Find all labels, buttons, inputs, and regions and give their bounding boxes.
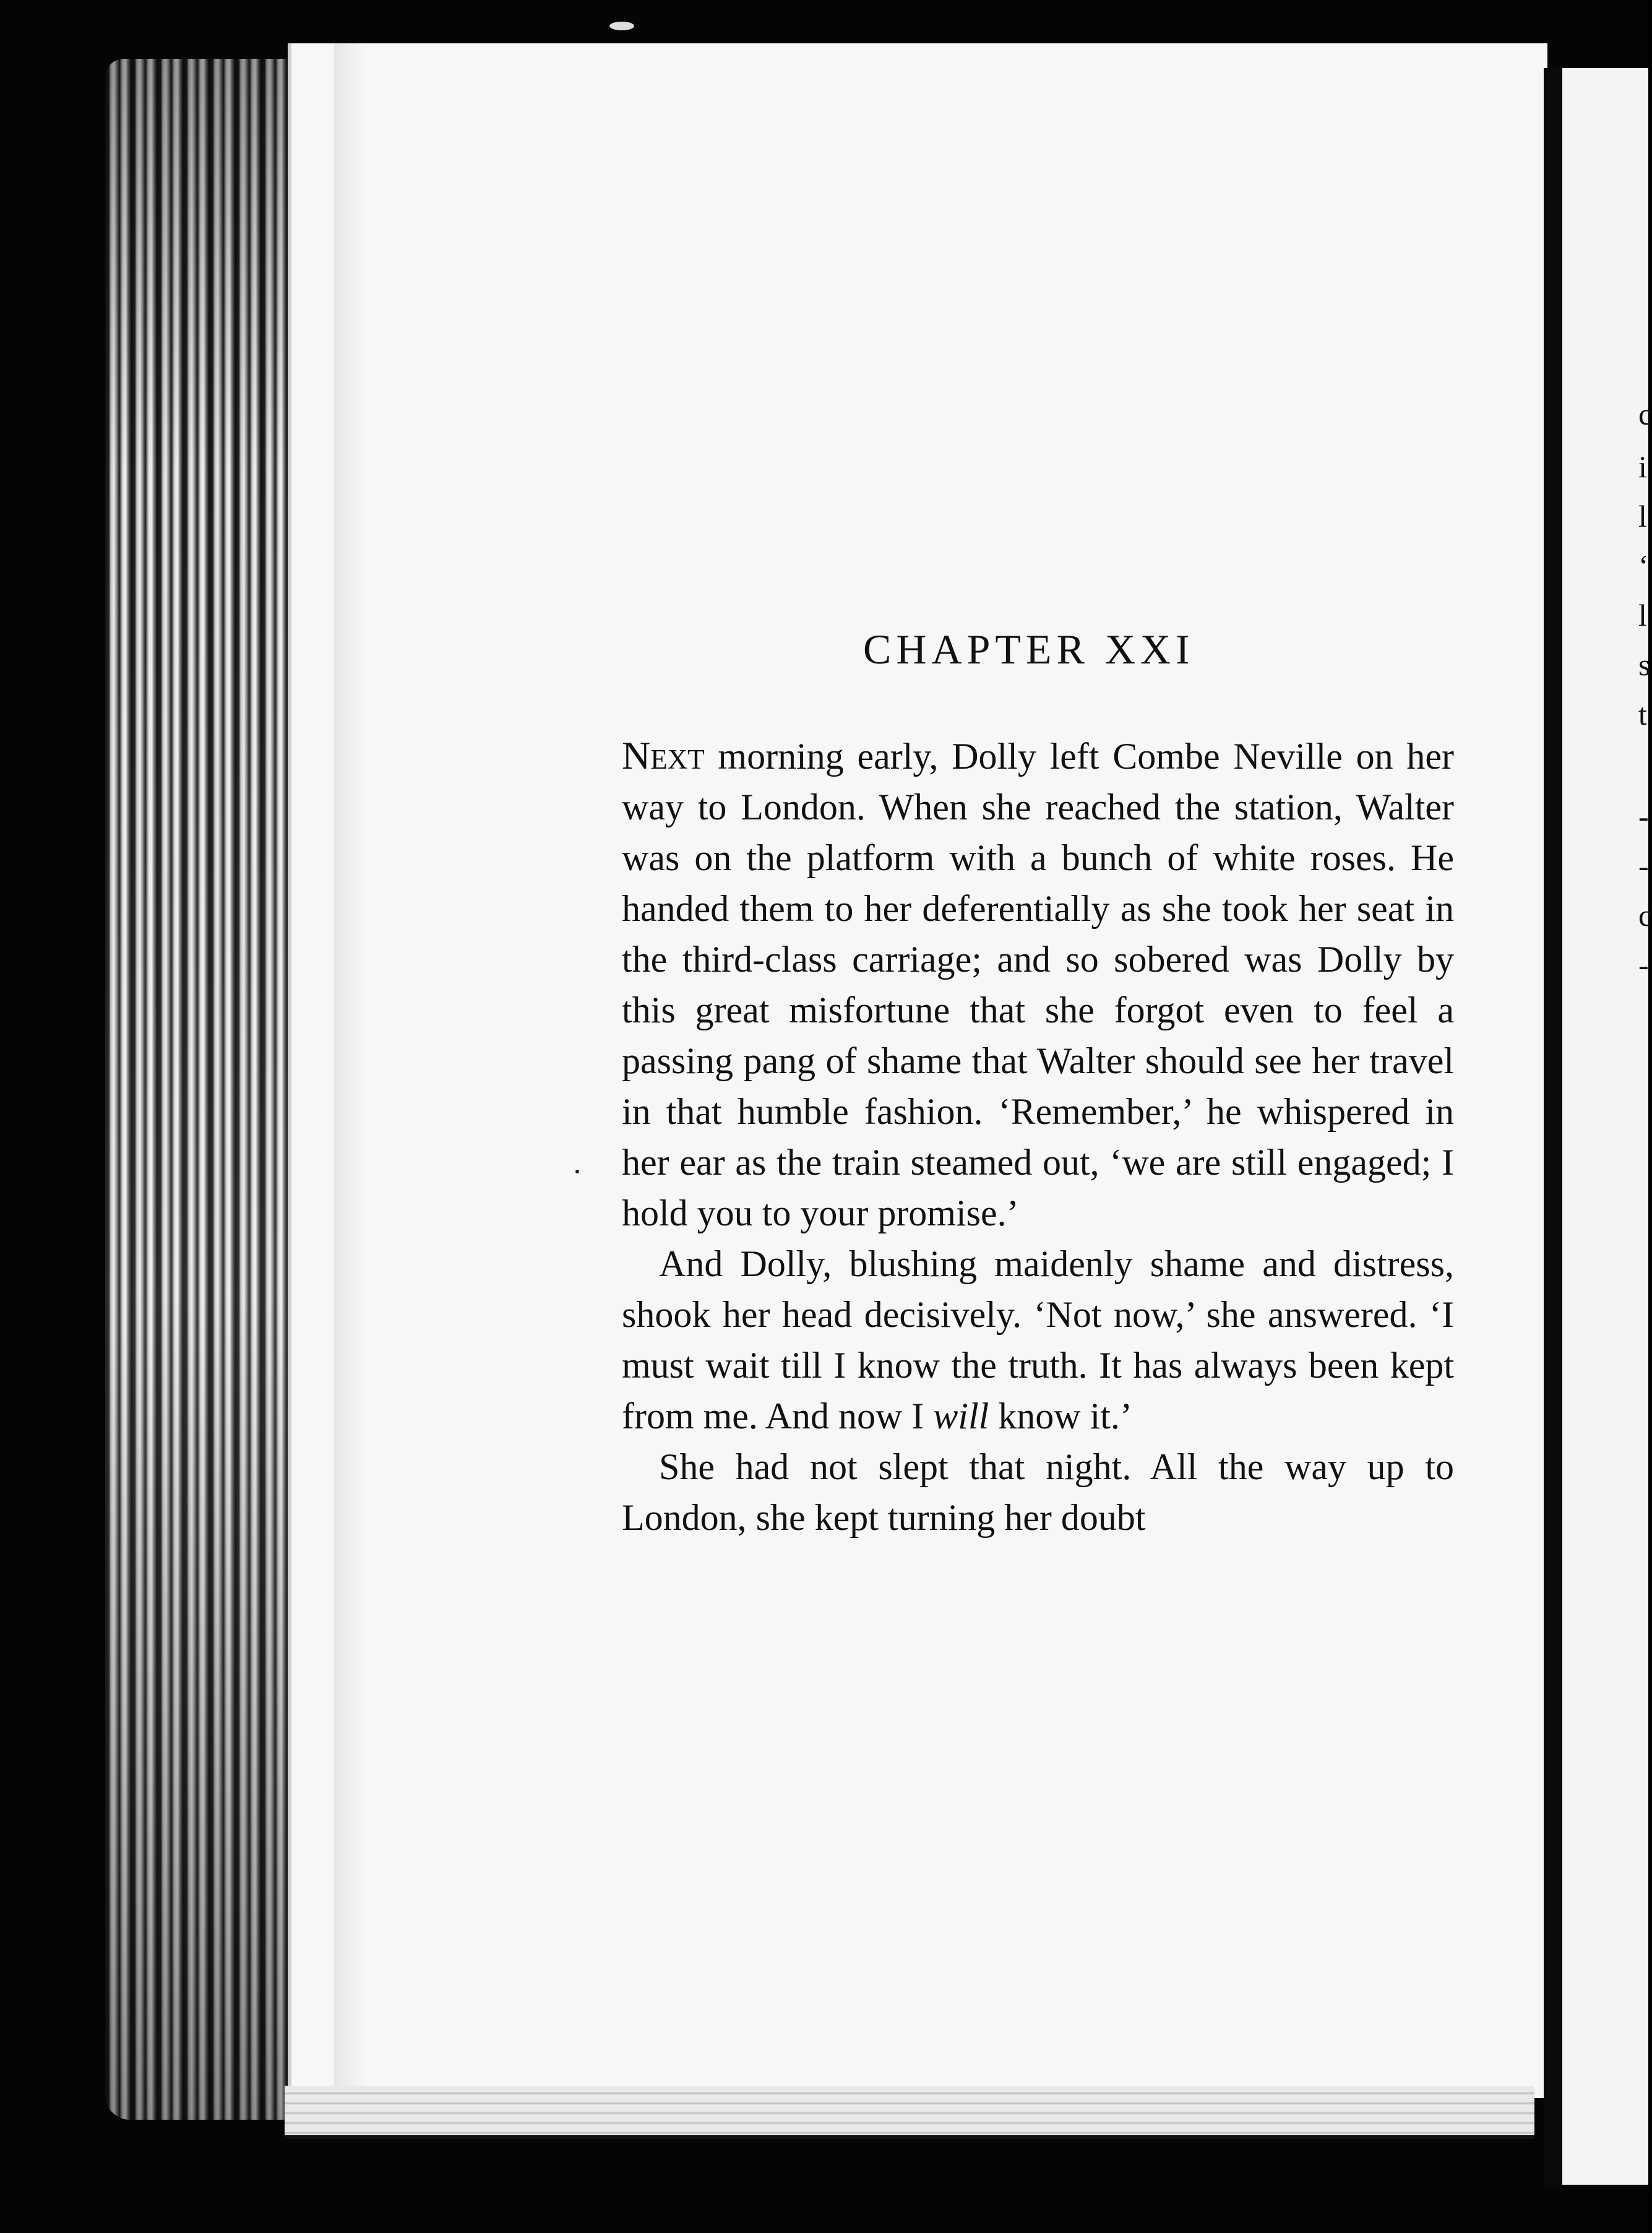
page-block-shading: [105, 59, 303, 2120]
facing-page-glyph: c: [1638, 397, 1652, 431]
paragraph-3-text: She had not slept that night. All the way up to London, she kept turning her doubt: [622, 1446, 1454, 1538]
paragraph-2: [622, 1238, 1454, 1441]
paragraph-1-text: morning early, Dolly left Combe Neville on her way to London. When she reached the station, Walter was on the platform with a bunch of white roses. He handed them to her deferentially as she took her seat in the third-class carriage; and so sobered was Dolly by this great misfortune that she forgot even to feel a passing pang of shame that Walter should see her travel in that humble fashion. ‘Remember,’ he whispered in her ear as the train steamed out, ‘we are still engaged; I hold you to your promise.’: [622, 736, 1454, 1233]
facing-page-glyph: l: [1638, 499, 1647, 533]
paragraph-2-text-end: know it.’: [989, 1396, 1132, 1436]
page-bottom-edge: [285, 2086, 1534, 2139]
facing-page-glyph: s: [1638, 647, 1651, 682]
lead-word: Next: [622, 733, 705, 777]
body-text: [622, 730, 1454, 1543]
scan-speck: [609, 22, 634, 30]
facing-page-glyph: -: [1638, 948, 1649, 982]
facing-page-fragment: [1562, 68, 1651, 2185]
facing-page-glyph: -: [1638, 849, 1649, 883]
paragraph-3: [622, 1441, 1454, 1543]
facing-page-glyph: ‘: [1638, 548, 1649, 583]
book-gutter: [1544, 68, 1562, 2185]
facing-page-glyph: t: [1638, 697, 1647, 732]
facing-page-glyph: l: [1638, 598, 1647, 633]
scan-speck: [575, 1170, 579, 1173]
facing-page-glyph: i: [1638, 449, 1647, 484]
paragraph-2-text-start: And Dolly, blushing maidenly shame and distress, shook her head decisively. ‘Not now,’ she answered. ‘I must wait till I know the truth. It has always been kept from me. And now I: [622, 1243, 1454, 1436]
facing-page-glyph: c: [1638, 898, 1652, 933]
paragraph-1: [622, 730, 1454, 1238]
chapter-heading: CHAPTER XXI: [863, 626, 1195, 673]
italic-emphasis: will: [933, 1396, 989, 1436]
facing-page-glyph: -: [1638, 799, 1649, 834]
page-inner-edge: [334, 43, 365, 2098]
